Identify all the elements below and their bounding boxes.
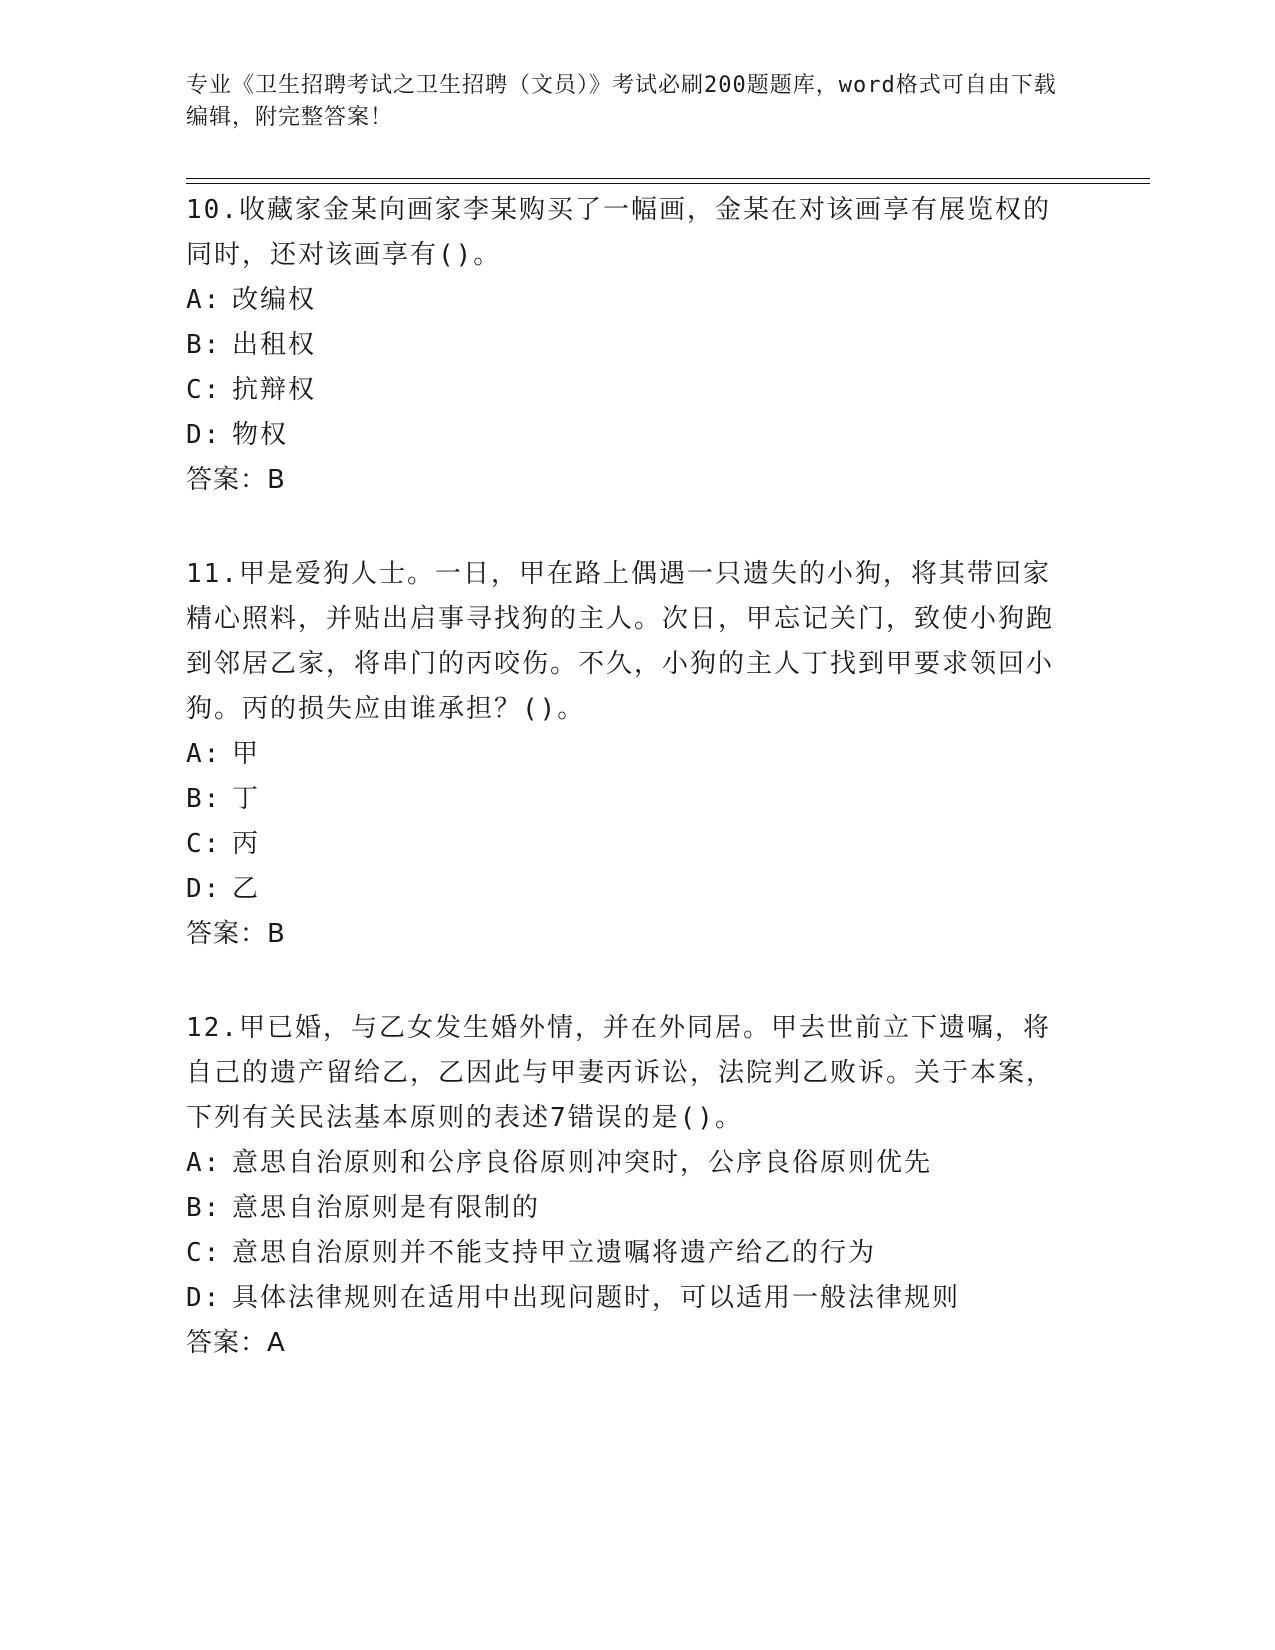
question-stem: 10.收藏家金某向画家李某购买了一幅画，金某在对该画享有展览权的同时，还对该画享有()。 [186,195,1051,270]
answer-line: 答案：A [186,1328,286,1358]
option-text: 丁 [232,784,261,814]
option-letter: B: [186,330,222,360]
option-letter: D: [186,1283,222,1313]
option-letter: C: [186,1238,222,1268]
option-d [186,1276,1066,1321]
option-d [186,413,1066,458]
option-letter: B: [186,784,222,814]
option-a [186,278,1066,323]
option-text: 意思自治原则并不能支持甲立遗嘱将遗产给乙的行为 [232,1238,877,1268]
document-header: 专业《卫生招聘考试之卫生招聘（文员）》考试必刷200题题库，word格式可自由下载编辑，附完整答案！ [186,73,1057,130]
answer-line: 答案：B [186,465,286,495]
option-letter: D: [186,874,222,904]
header-divider-bottom [186,183,1150,184]
option-letter: A: [186,739,222,769]
option-a [186,1141,1066,1186]
option-a [186,732,1066,777]
option-c [186,1231,1066,1276]
question-stem: 11.甲是爱狗人士。一日，甲在路上偶遇一只遗失的小狗，将其带回家精心照料，并贴出启事寻找狗的主人。次日，甲忘记关门，致使小狗跑到邻居乙家，将串门的丙咬伤。不久，小狗的主人丁找到甲要求领回小狗。丙的损失应由谁承担？()。 [186,559,1055,724]
question-stem: 12.甲已婚，与乙女发生婚外情，并在外同居。甲去世前立下遗嘱，将自己的遗产留给乙，乙因此与甲妻丙诉讼，法院判乙败诉。关于本案，下列有关民法基本原则的表述7错误的是()。 [186,1013,1055,1133]
option-letter: C: [186,375,222,405]
option-text: 物权 [232,420,289,450]
option-letter: C: [186,829,222,859]
option-c [186,822,1066,867]
question-12 [186,1006,1066,1366]
option-letter: A: [186,1148,222,1178]
option-b [186,1186,1066,1231]
option-letter: D: [186,420,222,450]
option-b [186,323,1066,368]
option-text: 意思自治原则是有限制的 [232,1193,541,1223]
option-text: 出租权 [232,330,317,360]
option-c [186,368,1066,413]
option-text: 丙 [232,829,261,859]
option-text: 具体法律规则在适用中出现问题时，可以适用一般法律规则 [232,1283,961,1313]
option-text: 甲 [232,739,261,769]
header-divider-top [186,178,1150,179]
option-text: 抗辩权 [232,375,317,405]
answer-line: 答案：B [186,919,286,949]
option-d [186,867,1066,912]
option-letter: B: [186,1193,222,1223]
option-text: 意思自治原则和公序良俗原则冲突时，公序良俗原则优先 [232,1148,933,1178]
option-b [186,777,1066,822]
option-letter: A: [186,285,222,315]
question-10 [186,188,1066,503]
option-text: 改编权 [232,285,317,315]
question-11 [186,552,1066,957]
option-text: 乙 [232,874,261,904]
